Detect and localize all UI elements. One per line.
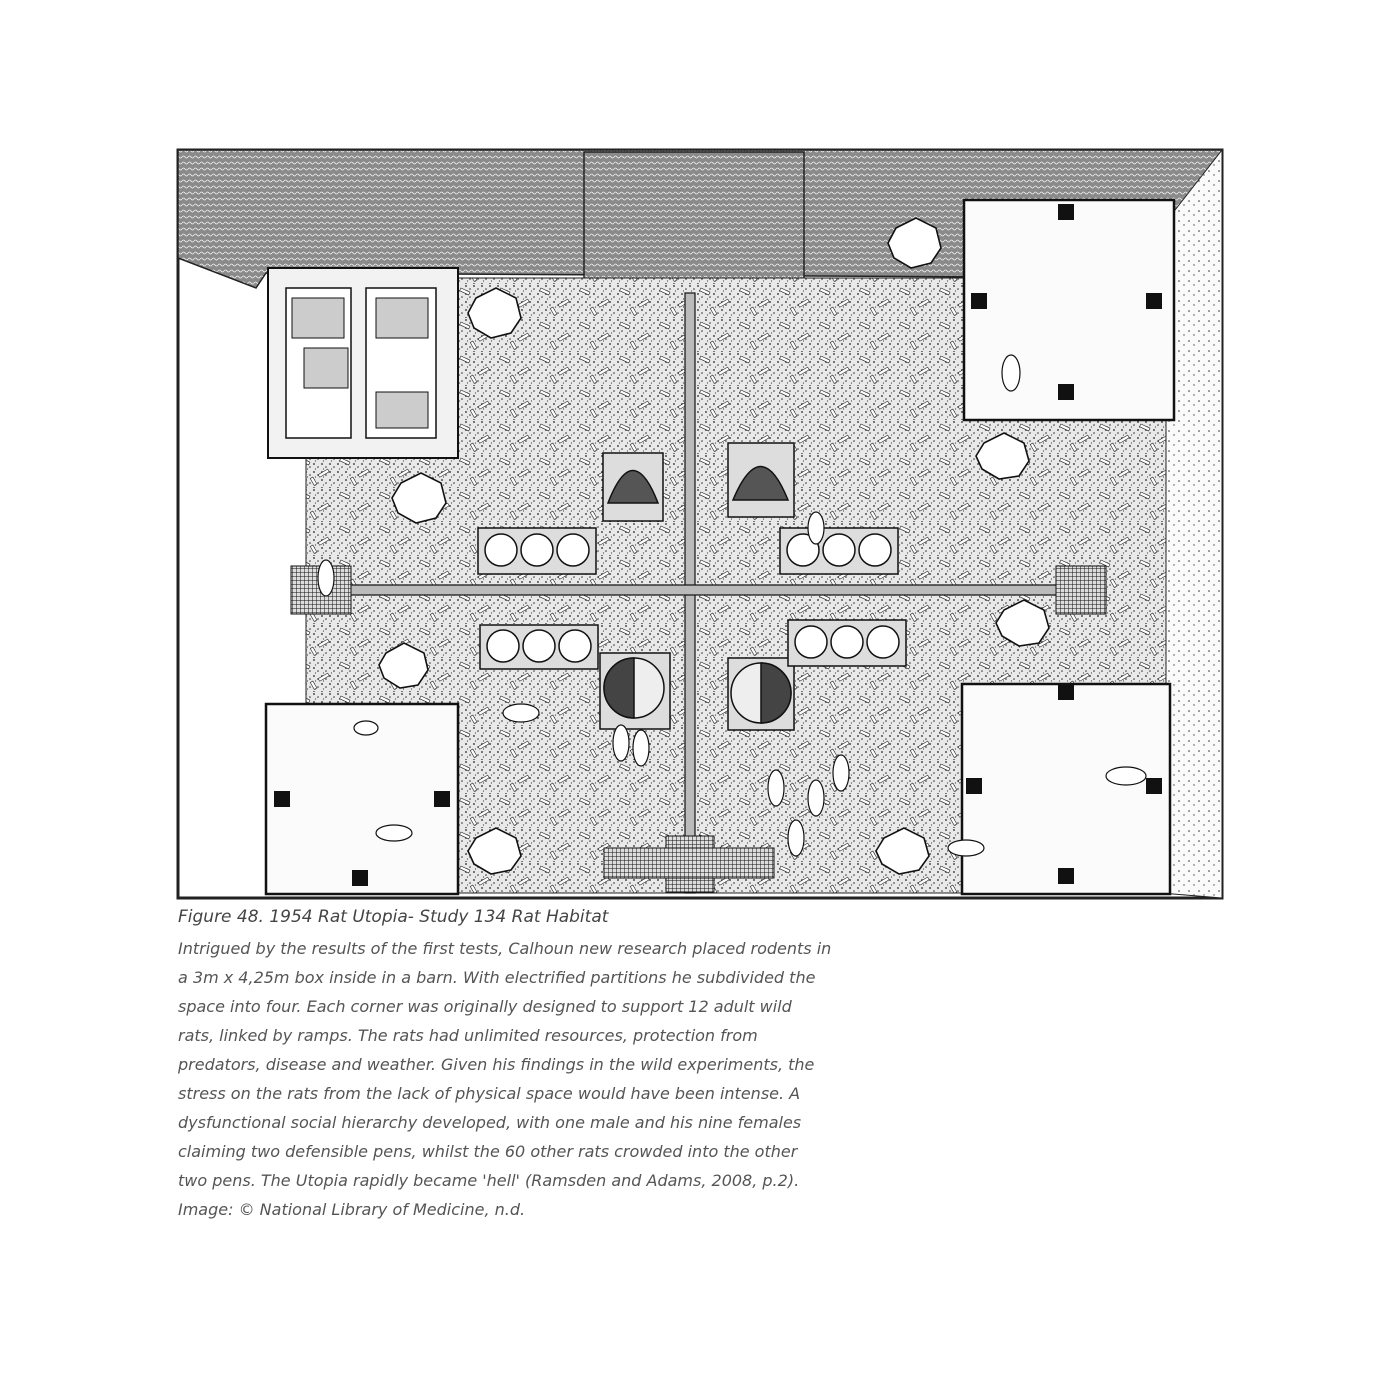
caption-line: rats, linked by ramps. The rats had unlimited resources, protection from — [178, 1026, 758, 1045]
caption-line: dysfunctional social hierarchy developed, with one male and his nine females — [178, 1113, 802, 1132]
caption-line: stress on the rats from the lack of physical space would have been intense. A — [178, 1084, 801, 1103]
caption-line: space into four. Each corner was originally designed to support 12 adult wild — [178, 997, 792, 1016]
image-credit: Image: © National Library of Medicine, n.d. — [178, 1200, 526, 1219]
figure-caption — [178, 937, 878, 1227]
caption-line: claiming two defensible pens, whilst the 60 other rats crowded into the other — [178, 1142, 798, 1161]
caption-line: predators, disease and weather. Given his findings in the wild experiments, the — [178, 1055, 815, 1074]
caption-line: a 3m x 4,25m box inside in a barn. With electrified partitions he subdivided the — [178, 968, 816, 987]
rat-habitat-illustration — [176, 148, 1224, 900]
caption-line: Intrigued by the results of the first tests, Calhoun new research placed rodents in — [178, 939, 832, 958]
caption-line: two pens. The Utopia rapidly became 'hell' (Ramsden and Adams, 2008, p.2). — [178, 1171, 800, 1190]
figure-title: Figure 48. 1954 Rat Utopia- Study 134 Rat Habitat — [178, 907, 609, 927]
